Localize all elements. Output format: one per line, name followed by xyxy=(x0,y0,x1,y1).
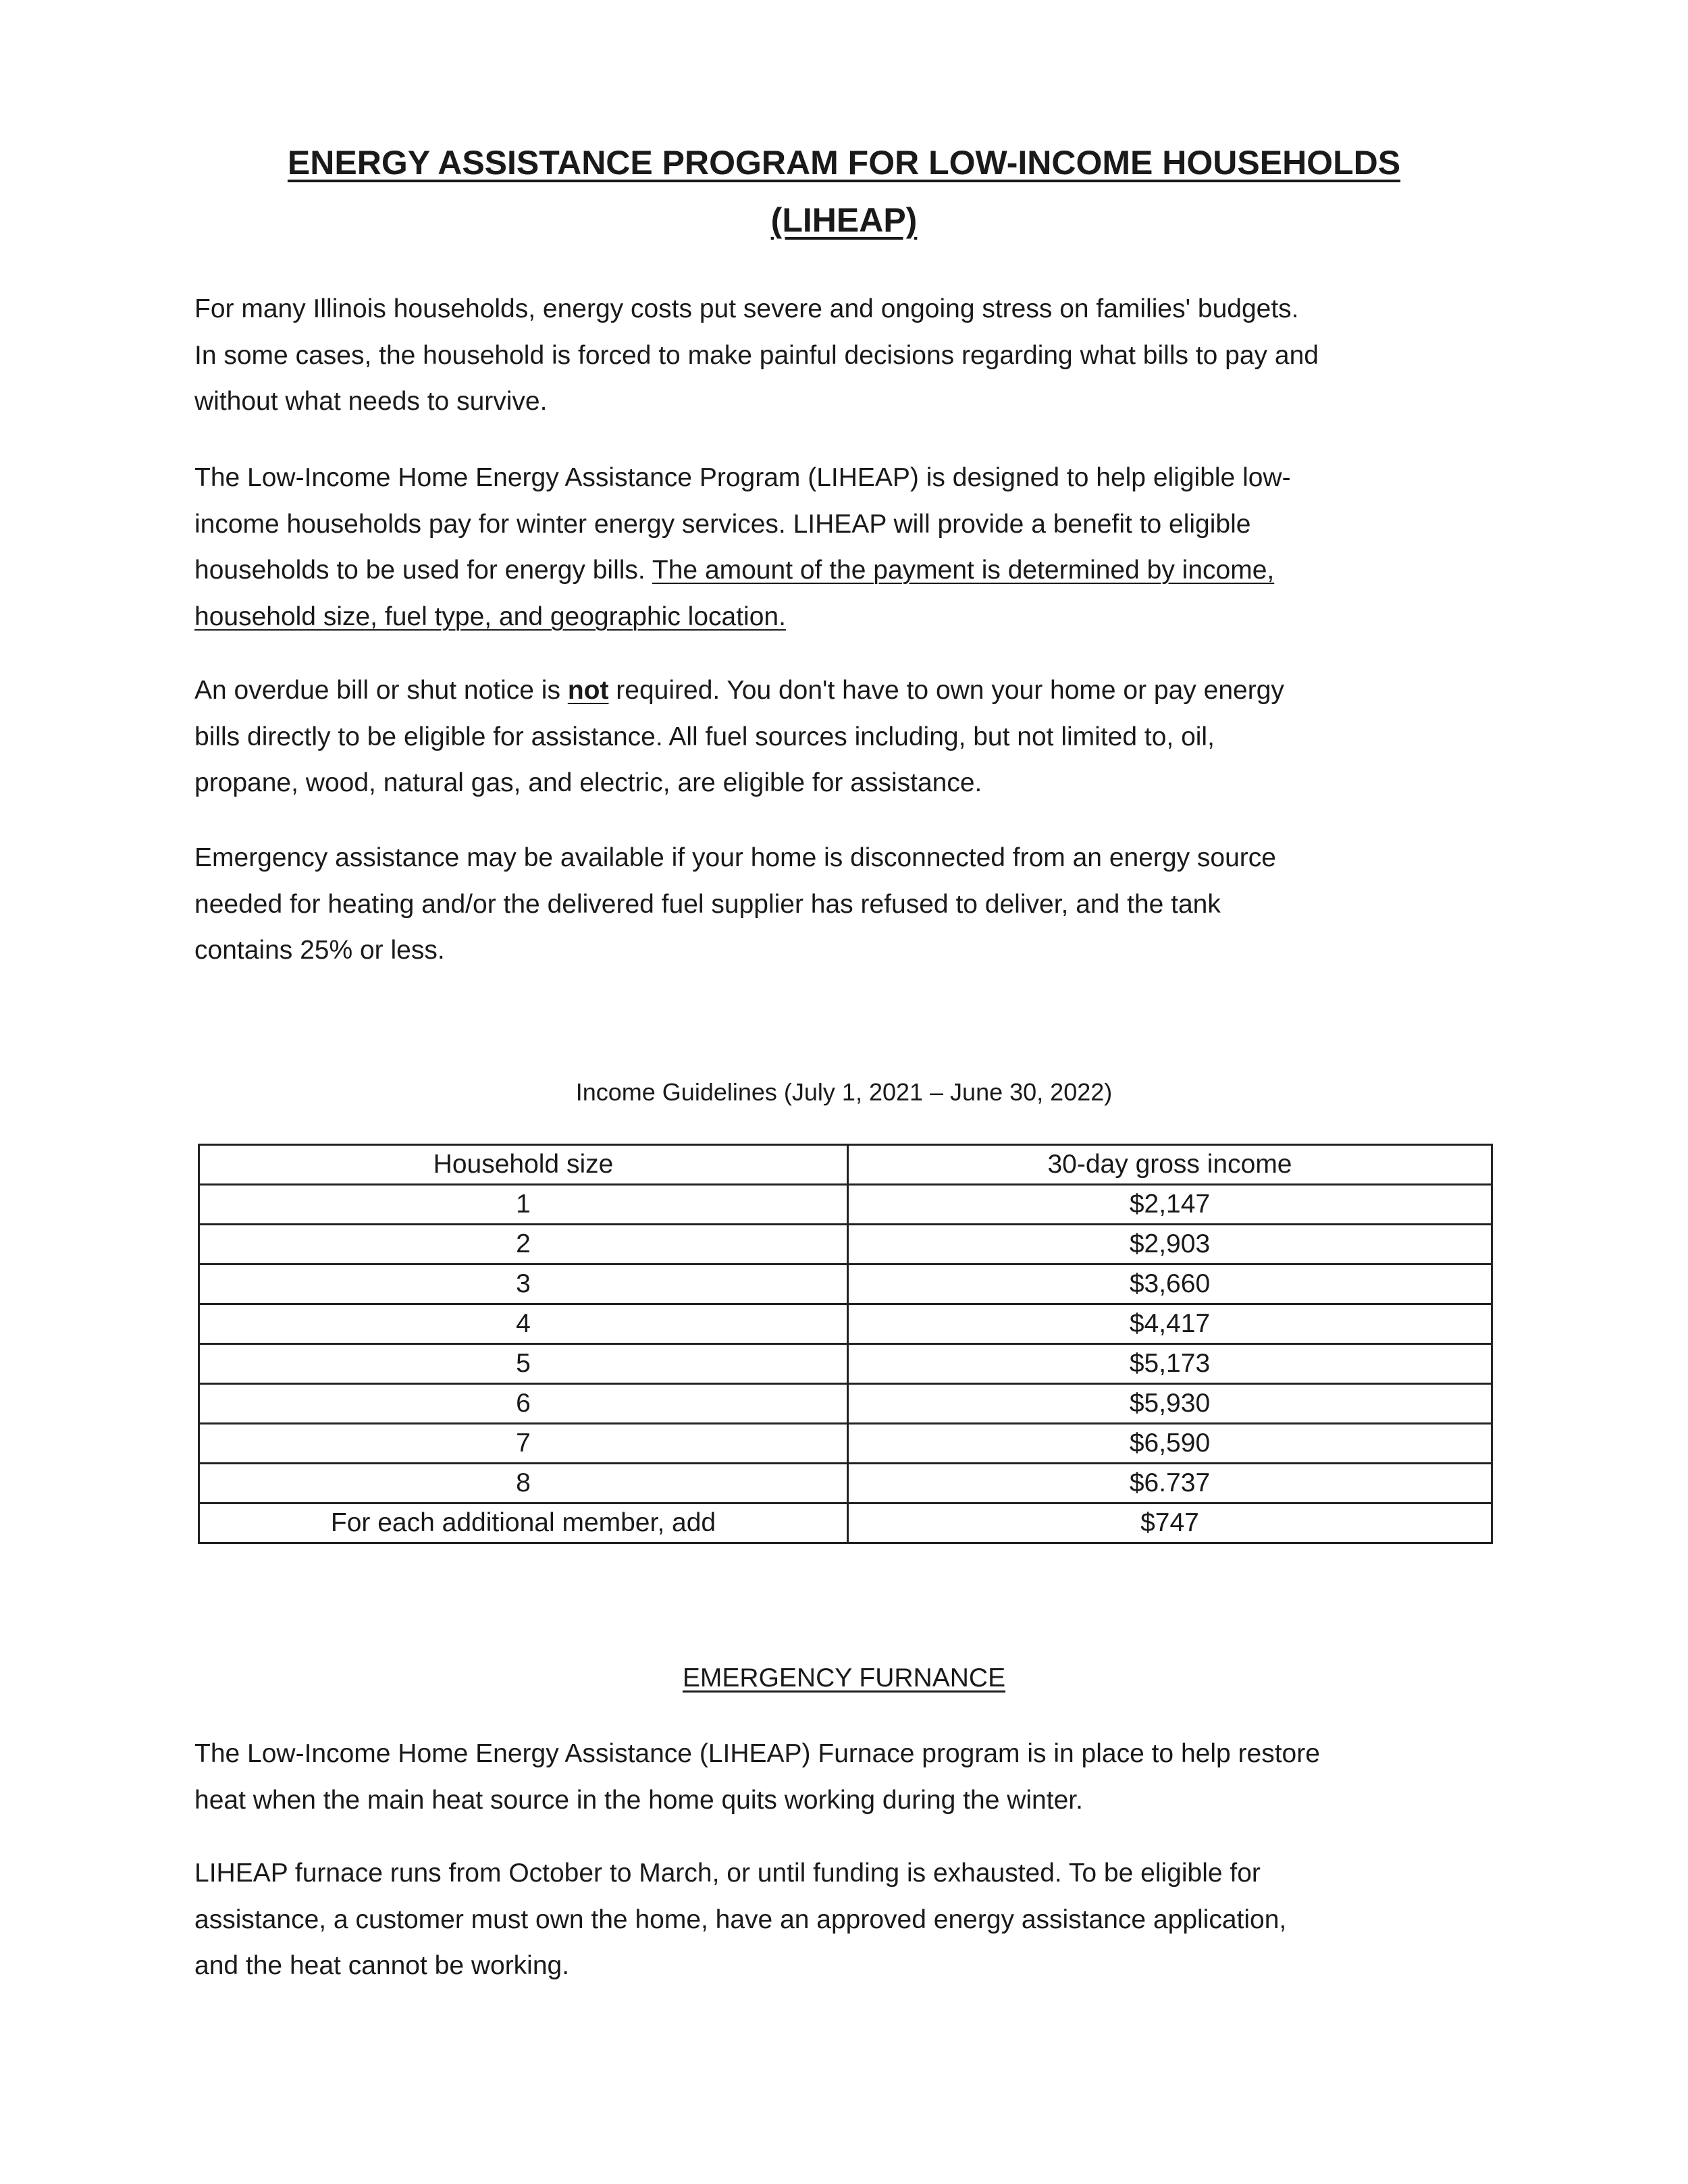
table-caption: Income Guidelines (July 1, 2021 – June 30, 2022) xyxy=(575,1078,1113,1106)
text-line: contains 25% or less. xyxy=(194,936,445,965)
table-header-row xyxy=(199,1145,1492,1185)
income-cell: $5,173 xyxy=(848,1344,1492,1384)
household-size-cell: 7 xyxy=(199,1424,848,1464)
furnace-eligibility-paragraph xyxy=(194,1850,1511,1990)
income-cell: $6,590 xyxy=(848,1424,1492,1464)
table-row xyxy=(199,1424,1492,1464)
table-row xyxy=(199,1384,1492,1424)
text-line: without what needs to survive. xyxy=(194,387,548,416)
text-line: needed for heating and/or the delivered fuel supplier has refused to deliver, and the tank xyxy=(194,889,1221,919)
text-line: The Low-Income Home Energy Assistance Program (LIHEAP) is designed to help eligible low- xyxy=(194,463,1291,492)
text-line: assistance, a customer must own the home, have an approved energy assistance application, xyxy=(194,1905,1287,1934)
text-line xyxy=(194,668,1511,714)
document-title: ENERGY ASSISTANCE PROGRAM FOR LOW-INCOME HOUSEHOLDS xyxy=(287,144,1401,182)
household-size-cell: 1 xyxy=(199,1185,848,1225)
table-row xyxy=(199,1264,1492,1304)
text-line: heat when the main heat source in the home quits working during the winter. xyxy=(194,1785,1083,1815)
text-line: income households pay for winter energy services. LIHEAP will provide a benefit to eligible xyxy=(194,509,1251,539)
income-cell: $5,930 xyxy=(848,1384,1492,1424)
column-header: Household size xyxy=(199,1145,848,1185)
income-cell: $2,903 xyxy=(848,1225,1492,1264)
table-row xyxy=(199,1304,1492,1344)
text-segment: households to be used for energy bills. xyxy=(194,556,652,585)
table-row xyxy=(199,1464,1492,1503)
text-line: For many Illinois households, energy costs put severe and ongoing stress on families' budgets. xyxy=(194,294,1299,323)
text-line: propane, wood, natural gas, and electric, are eligible for assistance. xyxy=(194,768,982,797)
household-size-cell: 4 xyxy=(199,1304,848,1344)
underlined-text: The amount of the payment is determined by income, xyxy=(652,556,1275,585)
income-guidelines-table xyxy=(198,1144,1493,1544)
table-row xyxy=(199,1185,1492,1225)
income-cell: $3,660 xyxy=(848,1264,1492,1304)
eligibility-paragraph xyxy=(194,668,1511,807)
household-size-cell: 6 xyxy=(199,1384,848,1424)
emergency-assistance-paragraph xyxy=(194,835,1511,974)
text-line: bills directly to be eligible for assistance. All fuel sources including, but not limited to, oil, xyxy=(194,722,1215,751)
household-size-cell: For each additional member, add xyxy=(199,1503,848,1543)
table-row xyxy=(199,1344,1492,1384)
household-size-cell: 5 xyxy=(199,1344,848,1384)
column-header: 30-day gross income xyxy=(848,1145,1492,1185)
furnace-paragraph xyxy=(194,1731,1511,1823)
household-size-cell: 3 xyxy=(199,1264,848,1304)
text-segment: An overdue bill or shut notice is xyxy=(194,676,568,705)
text-line: Emergency assistance may be available if your home is disconnected from an energy source xyxy=(194,843,1276,872)
income-cell: $6.737 xyxy=(848,1464,1492,1503)
section-heading: EMERGENCY FURNANCE xyxy=(682,1663,1006,1693)
program-description-paragraph xyxy=(194,455,1511,640)
emphasized-text: not xyxy=(567,676,609,705)
income-cell: $4,417 xyxy=(848,1304,1492,1344)
income-cell: $747 xyxy=(848,1503,1492,1543)
household-size-cell: 8 xyxy=(199,1464,848,1503)
text-line: and the heat cannot be working. xyxy=(194,1951,570,1980)
text-line: The Low-Income Home Energy Assistance (LIHEAP) Furnace program is in place to help restore xyxy=(194,1739,1320,1768)
household-size-cell: 2 xyxy=(199,1225,848,1264)
table-row xyxy=(199,1503,1492,1543)
intro-paragraph xyxy=(194,286,1511,425)
text-line: In some cases, the household is forced to make painful decisions regarding what bills to pay and xyxy=(194,340,1319,370)
text-line: LIHEAP furnace runs from October to March, or until funding is exhausted. To be eligible for xyxy=(194,1859,1261,1888)
text-segment: required. You don't have to own your home or pay energy xyxy=(608,676,1284,705)
income-cell: $2,147 xyxy=(848,1185,1492,1225)
document-title-acronym: (LIHEAP) xyxy=(770,201,918,239)
text-line xyxy=(194,548,1511,594)
underlined-text: household size, fuel type, and geographic location. xyxy=(194,602,786,631)
table-row xyxy=(199,1225,1492,1264)
